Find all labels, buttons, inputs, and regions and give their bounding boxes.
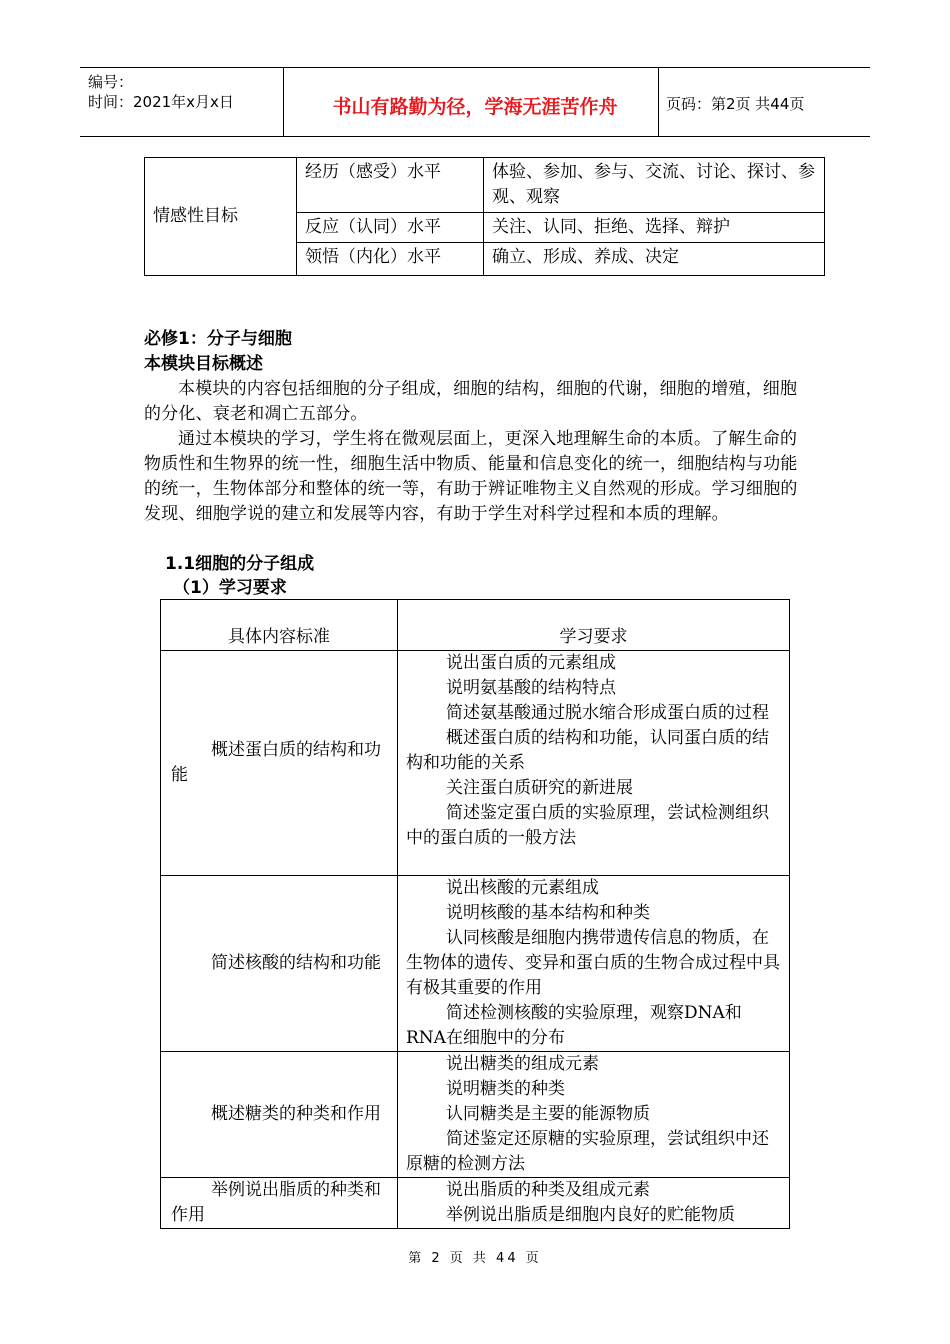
affective-category-cell: 情感性目标: [145, 158, 297, 276]
requirement-item: 说出脂质的种类及组成元素: [446, 1180, 650, 1200]
requirement-item: 概述蛋白质的结构和功能，认同蛋白质的结构和功能的关系: [406, 728, 769, 773]
header-divider: [283, 68, 284, 136]
doc-number-label: 编号：: [88, 73, 134, 91]
overview-heading: 本模块目标概述: [144, 354, 263, 374]
level-cell: 经历（感受）水平: [297, 158, 484, 213]
standard-cell: 概述糖类的种类和作用: [161, 1052, 398, 1178]
requirement-item: 认同糖类是主要的能源物质: [446, 1104, 650, 1124]
col-header-requirements: 学习要求: [398, 600, 790, 651]
page-footer: 第 2 页 共 44 页: [408, 1251, 542, 1266]
requirement-item: 举例说出脂质是细胞内良好的贮能物质: [446, 1205, 735, 1225]
standard-cell: 举例说出脂质的种类和作用: [161, 1178, 398, 1229]
requirement-item: 说出核酸的元素组成: [446, 878, 599, 898]
verbs-cell: 体验、参加、参与、交流、讨论、探讨、参观、观察: [484, 158, 825, 213]
requirement-item: 说出糖类的组成元素: [446, 1054, 599, 1074]
requirements-cell: [398, 1052, 790, 1178]
requirement-item: 简述鉴定蛋白质的实验原理，尝试检测组织中的蛋白质的一般方法: [406, 803, 769, 848]
requirement-item: 说明糖类的种类: [446, 1079, 565, 1099]
requirement-item: 认同核酸是细胞内携带遗传信息的物质，在生物体的遗传、变异和蛋白质的生物合成过程中具有极其重要的作用: [406, 928, 780, 998]
standard-cell: 简述核酸的结构和功能: [161, 876, 398, 1052]
requirements-cell: [398, 876, 790, 1052]
header-info: [88, 72, 234, 112]
section-heading: 1.1细胞的分子组成: [165, 554, 315, 574]
doc-date: 时间：2021年x月x日: [88, 93, 234, 111]
requirements-table: [160, 599, 790, 1229]
requirement-item: 说明氨基酸的结构特点: [446, 678, 616, 698]
requirement-item: 说出蛋白质的元素组成: [446, 653, 616, 673]
page-header: [80, 67, 870, 137]
requirements-cell: [398, 651, 790, 876]
level-cell: 反应（认同）水平: [297, 213, 484, 243]
standard-cell: 概述蛋白质的结构和功能: [161, 651, 398, 876]
affective-goals-table: [144, 157, 825, 276]
level-cell: 领悟（内化）水平: [297, 243, 484, 276]
header-motto: 书山有路勤为径，学海无涯苦作舟: [332, 96, 618, 118]
requirements-cell: [398, 1178, 790, 1229]
requirement-item: 简述检测核酸的实验原理，观察DNA和RNA在细胞中的分布: [406, 1003, 742, 1048]
verbs-cell: 确立、形成、养成、决定: [484, 243, 825, 276]
verbs-cell: 关注、认同、拒绝、选择、辩护: [484, 213, 825, 243]
overview-paragraph-2: 通过本模块的学习，学生将在微观层面上，更深入地理解生命的本质。了解生命的物质性和生物界的统一性，细胞生活中物质、能量和信息变化的统一，细胞结构与功能的统一，生物体部分和整体的统一等，有助于辨证唯物主义自然观的形成。学习细胞的发现、细胞学说的建立和发展等内容，有助于学生对科学过程和本质的理解。: [144, 429, 798, 524]
requirement-item: 关注蛋白质研究的新进展: [446, 778, 633, 798]
subsection-heading: （1）学习要求: [173, 578, 287, 598]
header-divider: [658, 68, 659, 136]
header-page-info: 页码：第2页 共44页: [666, 95, 805, 113]
overview-paragraph-1: 本模块的内容包括细胞的分子组成，细胞的结构，细胞的代谢，细胞的增殖，细胞的分化、衰老和凋亡五部分。: [144, 379, 798, 424]
col-header-standard: 具体内容标准: [161, 600, 398, 651]
requirement-item: 说明核酸的基本结构和种类: [446, 903, 650, 923]
module-title: 必修1：分子与细胞: [144, 329, 292, 349]
requirement-item: 简述鉴定还原糖的实验原理，尝试组织中还原糖的检测方法: [406, 1129, 769, 1174]
requirement-item: 简述氨基酸通过脱水缩合形成蛋白质的过程: [446, 703, 769, 723]
